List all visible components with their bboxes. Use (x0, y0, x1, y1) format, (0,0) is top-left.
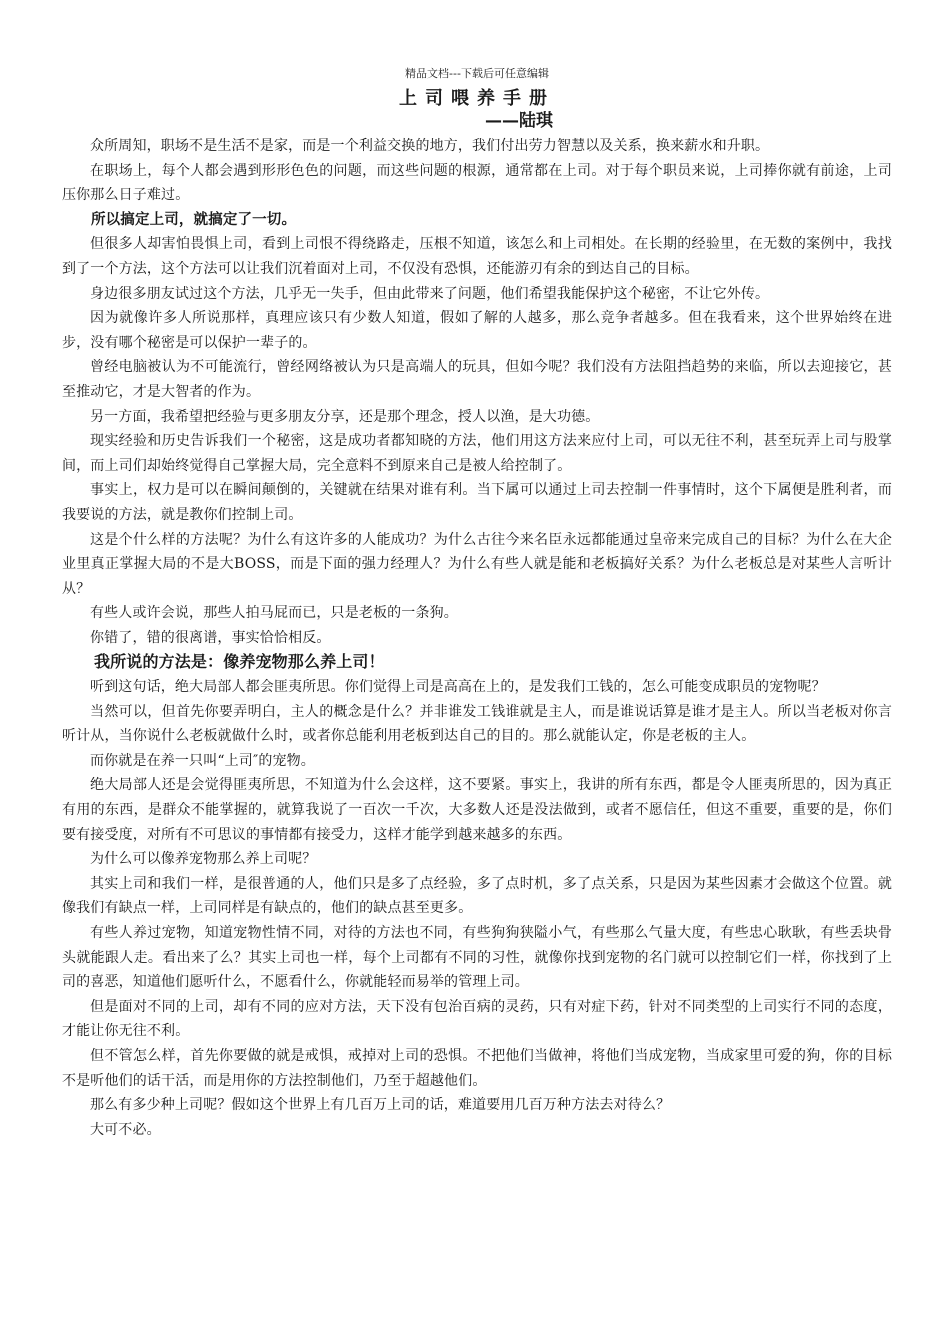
paragraph: 现实经验和历史告诉我们一个秘密，这是成功者都知晓的方法，他们用这方法来应付上司，可以无往不利，甚至玩弄上司与股掌间，而上司们却始终觉得自己掌握大局，完全意料不到原来自己是被人给控制了。 (62, 433, 892, 474)
document-author: ——陆琪 (485, 111, 553, 131)
paragraph: 为什么可以像养宠物那么养上司呢？ (90, 851, 317, 868)
paragraph: 你错了，错的很离谱，事实恰恰相反。 (90, 629, 331, 646)
header-note: 精品文档---下载后可任意编辑 (405, 67, 549, 80)
document-title: 上司喂养手册 (399, 88, 555, 109)
paragraph: 有些人或许会说，那些人拍马屁而已，只是老板的一条狗。 (90, 605, 458, 622)
paragraph: 大可不必。 (90, 1121, 161, 1138)
paragraph: 当然可以，但首先你要弄明白，主人的概念是什么？并非谁发工钱谁就是主人，而是谁说话算是谁才是主人。所以当老板对你言听计从，当你说什么老板就做什么时，或者你总能利用老板到达自己的目的。那么就能认定，你是老板的主人。 (62, 703, 892, 745)
paragraph: 但是面对不同的上司，却有不同的应对方法，天下没有包治百病的灵药，只有对症下药，针对不同类型的上司实行不同的态度，才能让你无往不利。 (62, 998, 892, 1040)
paragraph: 身边很多朋友试过这个方法，几乎无一失手，但由此带来了问题，他们希望我能保护这个秘密，不让它外传。 (90, 285, 770, 302)
paragraph: 但不管怎么样，首先你要做的就是戒惧，戒掉对上司的恐惧。不把他们当做神，将他们当成宠物，当成家里可爱的狗，你的目标不是听他们的话干活，而是用你的方法控制他们，乃至于超越他们。 (62, 1047, 892, 1089)
paragraph: 其实上司和我们一样，是很普通的人，他们只是多了点经验，多了点时机，多了点关系，只是因为某些因素才会做这个位置。就像我们有缺点一样，上司同样是有缺点的，他们的缺点甚至更多。 (62, 875, 892, 917)
paragraph: 有些人养过宠物，知道宠物性情不同，对待的方法也不同，有些狗狗狭隘小气，有些那么气量大度，有些忠心耿耿，有些丢块骨头就能跟人走。看出来了么？其实上司也一样，每个上司都有不同的习性，就像你找到宠物的名门就可以控制它们一样，你找到了上司的喜恶，知道他们愿听什么，不愿看什么，你就能轻而易举的管理上司。 (62, 925, 892, 991)
paragraph: 听到这句话，绝大局部人都会匪夷所思。你们觉得上司是高高在上的，是发我们工钱的，怎么可能变成职员的宠物呢？ (90, 679, 826, 696)
paragraph: 所以搞定上司，就搞定了一切。 (91, 211, 297, 228)
paragraph: 在职场上，每个人都会遇到形形色色的问题，而这些问题的根源，通常都在上司。对于每个职员来说，上司捧你就有前途，上司压你那么日子难过。 (62, 162, 892, 204)
paragraph: 另一方面，我希望把经验与更多朋友分享，还是那个理念，授人以渔，是大功德。 (90, 408, 600, 425)
paragraph: 这是个什么样的方法呢？为什么有这许多的人能成功？为什么古往今来名臣永远都能通过皇帝来完成自己的目标？为什么在大企业里真正掌握大局的不是大BOSS，而是下面的强力经理人？为什么有些人就是能和老板搞好关系？为什么老板总是对某些人言听计从？ (62, 531, 892, 597)
document-body (62, 134, 892, 1142)
paragraph: 因为就像许多人所说那样，真理应该只有少数人知道，假如了解的人越多，那么竞争者越多。但在我看来，这个世界始终在进步，没有哪个秘密是可以保护一辈子的。 (62, 310, 892, 351)
paragraph: 我所说的方法是：像养宠物那么养上司！ (94, 652, 385, 672)
paragraph: 但很多人却害怕畏惧上司，看到上司恨不得绕路走，压根不知道，该怎么和上司相处。在长期的经验里，在无数的案例中，我找到了一个方法，这个方法可以让我们沉着面对上司，不仅没有恐惧，还能游刃有余的到达自己的目标。 (62, 236, 892, 277)
document-page (62, 64, 892, 1142)
paragraph: 事实上，权力是可以在瞬间颠倒的，关键就在结果对谁有利。当下属可以通过上司去控制一件事情时，这个下属便是胜利者，而我要说的方法，就是教你们控制上司。 (62, 482, 892, 523)
paragraph: 而你就是在养一只叫“上司″的宠物。 (90, 752, 315, 769)
paragraph: 绝大局部人还是会觉得匪夷所思，不知道为什么会这样，这不要紧。事实上，我讲的所有东西，都是令人匪夷所思的，因为真正有用的东西，是群众不能掌握的，就算我说了一百次一千次，大多数人还是没法做到，或者不愿信任，但这不重要，重要的是，你们要有接受度，对所有不可思议的事情都有接受力，这样才能学到越来越多的东西。 (62, 777, 892, 843)
paragraph: 曾经电脑被认为不可能流行，曾经网络被认为只是高端人的玩具，但如今呢？我们没有方法阻挡趋势的来临，所以去迎接它，甚至推动它，才是大智者的作为。 (62, 359, 892, 400)
paragraph: 众所周知，职场不是生活不是家，而是一个利益交换的地方，我们付出劳力智慧以及关系，换来薪水和升职。 (90, 138, 770, 154)
paragraph: 那么有多少种上司呢？假如这个世界上有几百万上司的话，难道要用几百万种方法去对待么？ (90, 1097, 671, 1114)
